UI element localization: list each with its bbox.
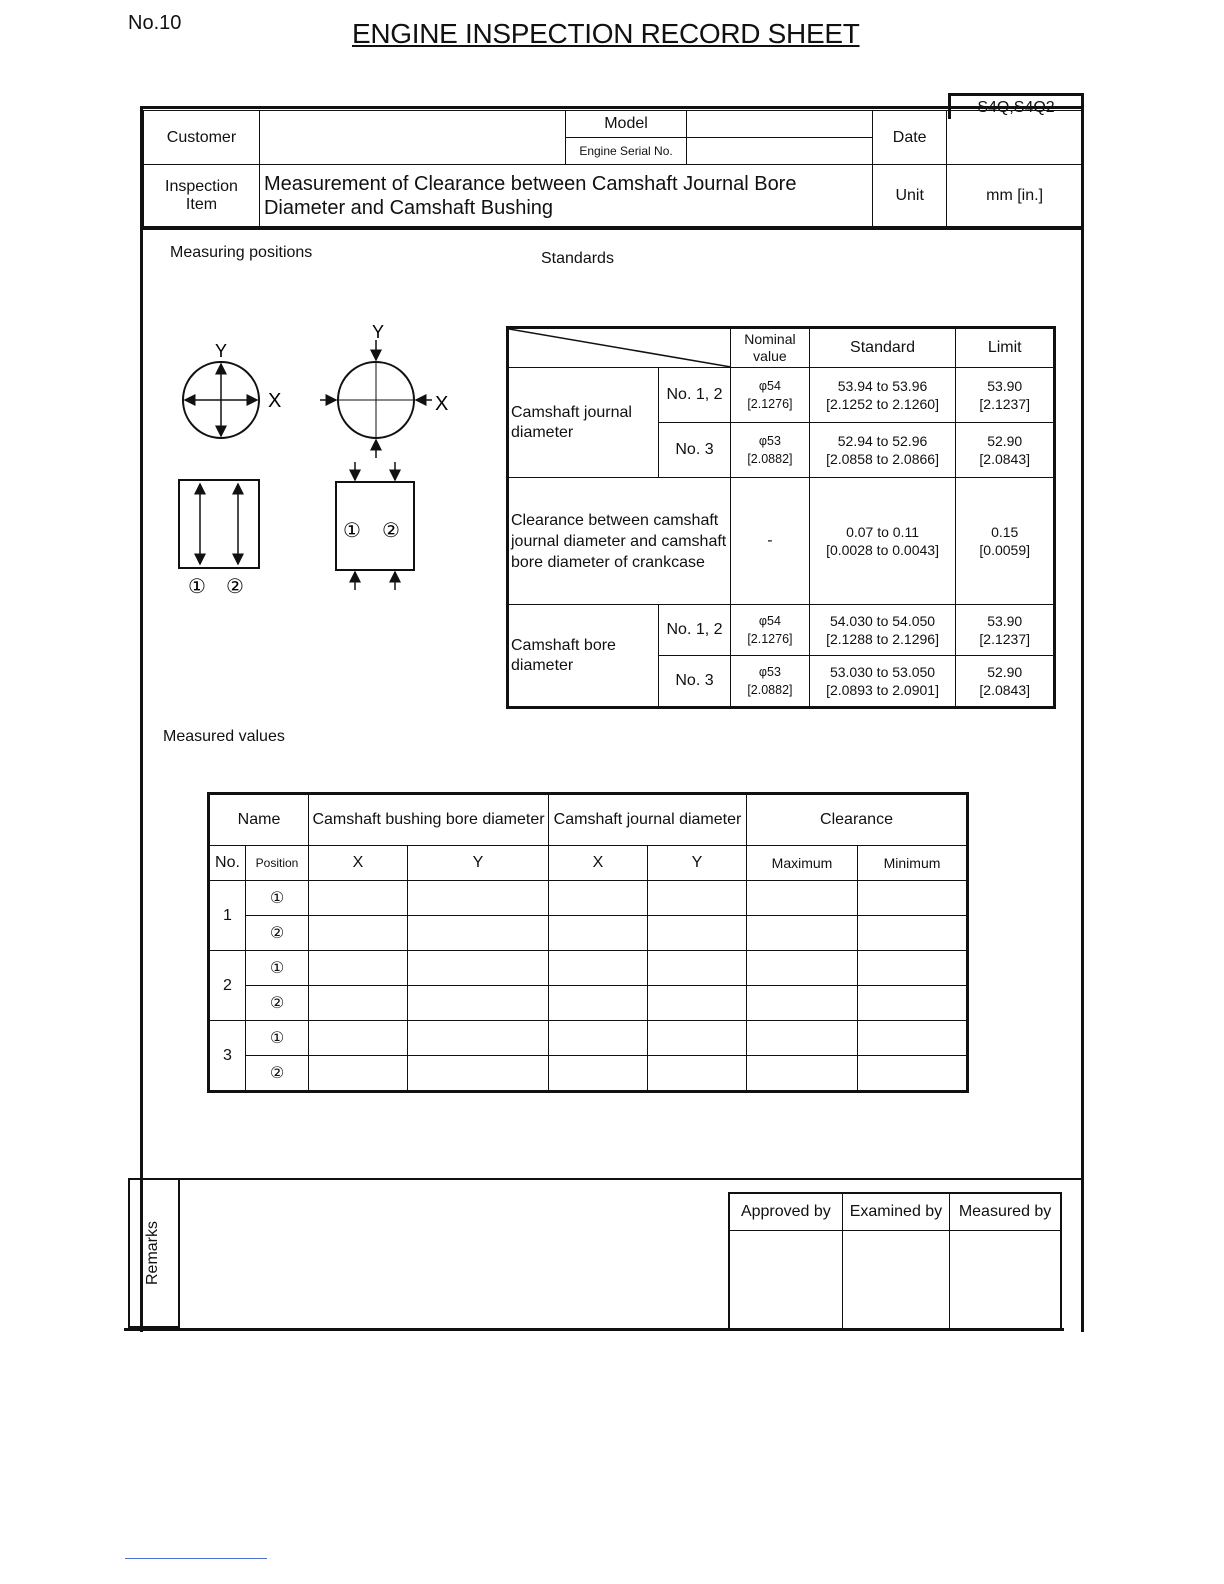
- position-2-label-left: ②: [226, 574, 244, 598]
- input-cell[interactable]: [408, 1021, 549, 1056]
- input-cell[interactable]: [648, 951, 747, 986]
- input-cell[interactable]: [408, 951, 549, 986]
- input-cell[interactable]: [408, 1056, 549, 1092]
- approved-by-field[interactable]: [729, 1231, 842, 1331]
- measuring-positions-diagram: [160, 310, 470, 610]
- journal-diameter-header: Camshaft journal diameter: [549, 794, 747, 846]
- bore-diameter-label: Camshaft bore diameter: [508, 605, 659, 708]
- input-cell[interactable]: [747, 1056, 858, 1092]
- approved-by-label: Approved by: [729, 1193, 842, 1231]
- journal-no12-nominal: φ54 [2.1276]: [731, 368, 809, 423]
- input-cell[interactable]: [408, 881, 549, 916]
- model-label: Model: [565, 111, 687, 138]
- maximum-header: Maximum: [747, 846, 858, 881]
- input-cell[interactable]: [648, 986, 747, 1021]
- limit-header: Limit: [956, 328, 1055, 368]
- journal-no12-label: No. 1, 2: [658, 368, 730, 423]
- unit-value: mm [in.]: [947, 165, 1083, 228]
- model-field[interactable]: [687, 111, 873, 138]
- input-cell[interactable]: [309, 986, 408, 1021]
- no-header: No.: [209, 846, 246, 881]
- bushing-bore-header: Camshaft bushing bore diameter: [309, 794, 549, 846]
- footer-rule: [125, 1558, 267, 1559]
- bore-no12-nominal: φ54 [2.1276]: [731, 605, 809, 656]
- minimum-header: Minimum: [858, 846, 968, 881]
- bore-no12-standard: 54.030 to 54.050 [2.1288 to 2.1296]: [809, 605, 956, 656]
- header-table: [143, 110, 1083, 228]
- journal-no3-standard: 52.94 to 52.96 [2.0858 to 2.0866]: [809, 423, 956, 478]
- input-cell[interactable]: [858, 1021, 968, 1056]
- axis-y-label-right: Y: [371, 322, 385, 342]
- input-cell[interactable]: [309, 1021, 408, 1056]
- row-number: 3: [209, 1021, 246, 1092]
- bore-no12-label: No. 1, 2: [658, 605, 730, 656]
- input-cell[interactable]: [747, 951, 858, 986]
- bottom-border: [124, 1328, 1064, 1331]
- nominal-value-header: Nominal value: [731, 328, 809, 368]
- input-cell[interactable]: [549, 1021, 648, 1056]
- standards-corner-cell: [508, 328, 731, 368]
- engine-serial-label: Engine Serial No.: [565, 138, 687, 165]
- journal-no3-limit: 52.90 [2.0843]: [956, 423, 1055, 478]
- measured-values-table: [207, 792, 969, 1093]
- bore-no12-limit: 53.90 [2.1237]: [956, 605, 1055, 656]
- journal-cross-section-icon: [320, 322, 448, 458]
- position-1-label-right: ①: [343, 518, 361, 542]
- engine-variant-label: S4Q,S4Q2: [948, 93, 1084, 119]
- input-cell[interactable]: [408, 986, 549, 1021]
- measured-values-heading: Measured values: [163, 728, 285, 745]
- row-number: 1: [209, 881, 246, 951]
- date-field[interactable]: [947, 111, 1083, 165]
- input-cell[interactable]: [648, 881, 747, 916]
- input-cell[interactable]: [549, 1056, 648, 1092]
- input-cell[interactable]: [858, 881, 968, 916]
- journal-diameter-label: Camshaft journal diameter: [508, 368, 659, 478]
- bushing-y-header: Y: [408, 846, 549, 881]
- engine-serial-field[interactable]: [687, 138, 873, 165]
- customer-field[interactable]: [259, 111, 565, 165]
- examined-by-field[interactable]: [842, 1231, 949, 1331]
- input-cell[interactable]: [549, 986, 648, 1021]
- journal-x-header: X: [549, 846, 648, 881]
- input-cell[interactable]: [309, 951, 408, 986]
- measured-by-field[interactable]: [950, 1231, 1061, 1331]
- input-cell[interactable]: [858, 916, 968, 951]
- input-cell[interactable]: [309, 881, 408, 916]
- input-cell[interactable]: [408, 916, 549, 951]
- journal-no3-nominal: φ53 [2.0882]: [731, 423, 809, 478]
- axis-y-label-left: Y: [214, 341, 228, 361]
- clearance-nominal: -: [731, 478, 809, 605]
- input-cell[interactable]: [549, 951, 648, 986]
- page-title: ENGINE INSPECTION RECORD SHEET: [352, 18, 860, 49]
- journal-no12-standard: 53.94 to 53.96 [2.1252 to 2.1260]: [809, 368, 956, 423]
- input-cell[interactable]: [309, 916, 408, 951]
- input-cell[interactable]: [648, 1056, 747, 1092]
- position-cell: ②: [246, 986, 309, 1021]
- input-cell[interactable]: [549, 881, 648, 916]
- remarks-field[interactable]: [180, 1180, 728, 1328]
- measuring-positions-heading: Measuring positions: [170, 244, 313, 261]
- input-cell[interactable]: [747, 916, 858, 951]
- date-label: Date: [873, 111, 947, 165]
- position-header: Position: [246, 846, 309, 881]
- bore-no3-nominal: φ53 [2.0882]: [731, 656, 809, 708]
- input-cell[interactable]: [648, 916, 747, 951]
- standard-header: Standard: [809, 328, 956, 368]
- header-divider: [143, 226, 1083, 230]
- name-header: Name: [209, 794, 309, 846]
- signature-table: [728, 1192, 1062, 1331]
- inspection-item-value: Measurement of Clearance between Camshaft Journal Bore Diameter and Camshaft Bushing: [259, 165, 872, 228]
- diagonal-divider-icon: [509, 329, 731, 367]
- input-cell[interactable]: [549, 916, 648, 951]
- position-cell: ①: [246, 951, 309, 986]
- position-1-label-left: ①: [188, 574, 206, 598]
- remarks-label: Remarks: [144, 1220, 162, 1286]
- input-cell[interactable]: [858, 951, 968, 986]
- customer-label: Customer: [144, 111, 260, 165]
- clearance-label: Clearance between camshaft journal diameter and camshaft bore diameter of crankcase: [508, 478, 731, 605]
- measured-by-label: Measured by: [950, 1193, 1061, 1231]
- clearance-header: Clearance: [747, 794, 968, 846]
- bore-no3-standard: 53.030 to 53.050 [2.0893 to 2.0901]: [809, 656, 956, 708]
- input-cell[interactable]: [858, 1056, 968, 1092]
- axis-x-label-right: X: [435, 393, 449, 415]
- clearance-standard: 0.07 to 0.11 [0.0028 to 0.0043]: [809, 478, 956, 605]
- inspection-item-label: Inspection Item: [144, 165, 260, 228]
- position-cell: ①: [246, 1021, 309, 1056]
- input-cell[interactable]: [747, 986, 858, 1021]
- position-cell: ①: [246, 881, 309, 916]
- document-number: No.10: [128, 12, 182, 34]
- standards-heading: Standards: [541, 250, 614, 267]
- input-cell[interactable]: [309, 1056, 408, 1092]
- standards-table: [506, 326, 1056, 709]
- input-cell[interactable]: [648, 1021, 747, 1056]
- clearance-limit: 0.15 [0.0059]: [956, 478, 1055, 605]
- unit-label: Unit: [873, 165, 947, 228]
- bushing-x-header: X: [309, 846, 408, 881]
- input-cell[interactable]: [747, 881, 858, 916]
- input-cell[interactable]: [747, 1021, 858, 1056]
- journal-no12-limit: 53.90 [2.1237]: [956, 368, 1055, 423]
- journal-side-view-icon: [336, 462, 414, 590]
- axis-x-label-left: X: [268, 390, 282, 412]
- position-cell: ②: [246, 916, 309, 951]
- bore-no3-label: No. 3: [658, 656, 730, 708]
- sheet-frame: [140, 106, 1084, 1332]
- journal-y-header: Y: [648, 846, 747, 881]
- bore-no3-limit: 52.90 [2.0843]: [956, 656, 1055, 708]
- input-cell[interactable]: [858, 986, 968, 1021]
- journal-no3-label: No. 3: [658, 423, 730, 478]
- position-cell: ②: [246, 1056, 309, 1092]
- examined-by-label: Examined by: [842, 1193, 949, 1231]
- row-number: 2: [209, 951, 246, 1021]
- bushing-side-view-icon: [179, 480, 259, 598]
- position-2-label-right: ②: [382, 518, 400, 542]
- bore-cross-section-icon: [183, 341, 281, 438]
